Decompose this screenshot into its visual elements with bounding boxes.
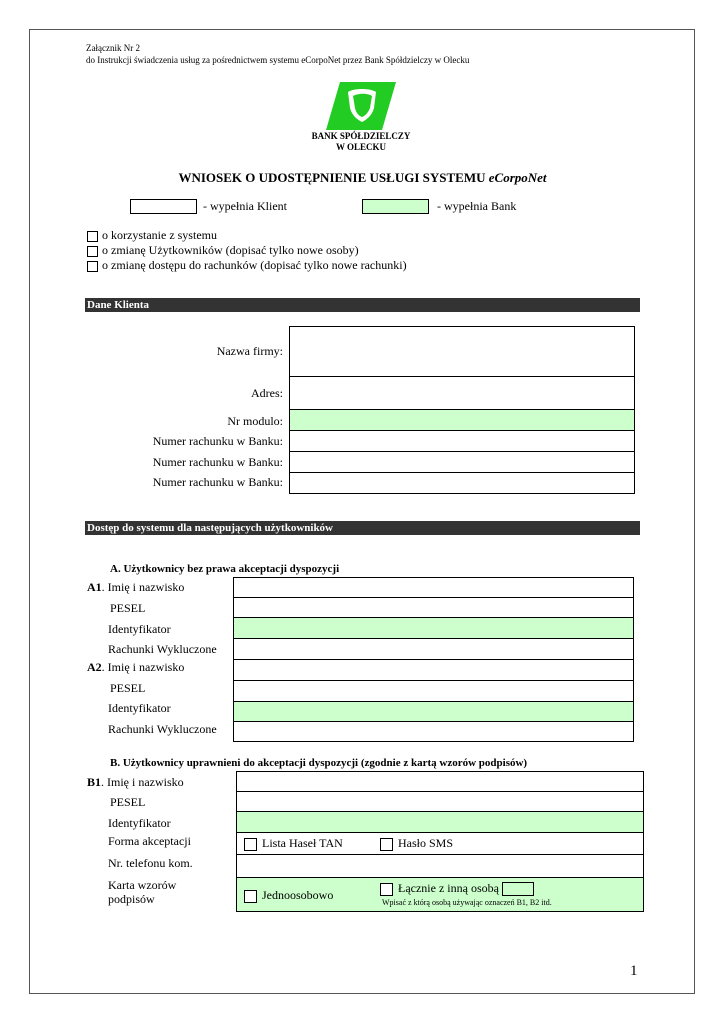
- option-single[interactable]: [244, 888, 333, 903]
- option-change-accounts[interactable]: [87, 258, 407, 273]
- account-number-field-3[interactable]: [289, 472, 635, 494]
- account-number-label-2: Numer rachunku w Banku:: [152, 455, 283, 469]
- group-a-title: A. Użytkownicy bez prawa akceptacji dyspozycji: [110, 563, 340, 575]
- address-label: Adres:: [251, 386, 283, 400]
- b1-phone-field[interactable]: [236, 854, 644, 878]
- option-tan-list[interactable]: [244, 836, 343, 851]
- address-field[interactable]: [289, 376, 635, 410]
- bank-name-line1: BANK SPÓŁDZIELCZY: [311, 131, 411, 141]
- title-system-name: eCorpoNet: [488, 170, 547, 185]
- a2-pesel-label: PESEL: [110, 681, 146, 695]
- card-label-line1: Karta wzorów: [108, 878, 177, 892]
- option-label: o zmianę dostępu do rachunków (dopisać tylko nowe rachunki): [102, 258, 407, 272]
- checkbox[interactable]: [87, 246, 98, 257]
- title-text: WNIOSEK O UDOSTĘPNIENIE USŁUGI SYSTEMU: [178, 170, 489, 185]
- checkbox[interactable]: [380, 838, 393, 851]
- legend-bank-box: [362, 199, 429, 214]
- module-number-label: Nr modulo:: [227, 414, 283, 428]
- a2-pesel-field[interactable]: [233, 680, 634, 702]
- page-number: 1: [630, 963, 638, 979]
- module-number-field[interactable]: [289, 409, 635, 431]
- a1-name-label: [87, 580, 184, 595]
- a2-excluded-accounts-field[interactable]: [233, 721, 634, 742]
- option-sms[interactable]: [380, 836, 453, 851]
- group-b-title: B. Użytkownicy uprawnieni do akceptacji dyspozycji (zgodnie z kartą wzorów podpisów): [110, 757, 528, 769]
- b1-pesel-label: PESEL: [110, 795, 146, 809]
- a1-tag: A1: [87, 580, 102, 594]
- joint-label: Łącznie z inną osobą: [398, 881, 499, 895]
- option-use-system[interactable]: [87, 228, 407, 243]
- name-label-text: . Imię i nazwisko: [101, 580, 185, 594]
- bank-name: [290, 131, 432, 153]
- b1-identifier-field[interactable]: [236, 811, 644, 833]
- option-label: o zmianę Użytkowników (dopisać tylko nowe osoby): [102, 243, 359, 257]
- option-change-users[interactable]: [87, 243, 407, 258]
- a2-identifier-field[interactable]: [233, 701, 634, 722]
- attachment-header: [86, 42, 469, 66]
- account-number-label-1: Numer rachunku w Banku:: [152, 434, 283, 448]
- a1-excluded-accounts-label: Rachunki Wykluczone: [108, 642, 217, 656]
- legend-client-label: - wypełnia Klient: [203, 199, 287, 213]
- checkbox[interactable]: [244, 890, 257, 903]
- a1-identifier-field[interactable]: [233, 617, 634, 639]
- single-label: Jednoosobowo: [262, 888, 334, 902]
- attachment-number: Załącznik Nr 2: [86, 43, 140, 53]
- option-label: o korzystanie z systemu: [102, 228, 217, 242]
- option-joint[interactable]: [380, 881, 534, 896]
- bank-logo: [326, 82, 396, 130]
- checkbox[interactable]: [380, 883, 393, 896]
- account-number-label-3: Numer rachunku w Banku:: [152, 475, 283, 489]
- a1-pesel-field[interactable]: [233, 597, 634, 618]
- a2-name-label: [87, 660, 184, 675]
- a1-name-field[interactable]: [233, 577, 634, 598]
- b1-identifier-label: Identyfikator: [108, 816, 171, 830]
- checkbox[interactable]: [244, 838, 257, 851]
- b1-signature-card-label: [108, 878, 176, 906]
- b1-pesel-field[interactable]: [236, 791, 644, 812]
- a2-identifier-label: Identyfikator: [108, 701, 171, 715]
- sms-label: Hasło SMS: [398, 836, 454, 850]
- account-number-field-2[interactable]: [289, 451, 635, 473]
- joint-person-input[interactable]: [502, 882, 534, 896]
- b1-accept-form-label: Forma akceptacji: [108, 834, 191, 848]
- legend-client-box: [130, 199, 197, 214]
- page-title: [0, 170, 725, 186]
- company-name-field[interactable]: [289, 326, 635, 377]
- a1-pesel-label: PESEL: [110, 601, 146, 615]
- card-label-line2: podpisów: [108, 892, 155, 906]
- tan-label: Lista Haseł TAN: [262, 836, 343, 850]
- b1-tag: B1: [87, 775, 102, 789]
- legend-bank-label: - wypełnia Bank: [437, 199, 517, 213]
- joint-note: Wpisać z którą osobą używając oznaczeń B1, B2 itd.: [382, 898, 552, 907]
- name-label-text: . Imię i nazwisko: [101, 660, 185, 674]
- a2-excluded-accounts-label: Rachunki Wykluczone: [108, 722, 217, 736]
- a1-excluded-accounts-field[interactable]: [233, 638, 634, 660]
- b1-signature-card-field: [236, 877, 644, 912]
- a2-tag: A2: [87, 660, 102, 674]
- checkbox[interactable]: [87, 231, 98, 242]
- company-name-label: Nazwa firmy:: [216, 344, 283, 358]
- checkbox[interactable]: [87, 261, 98, 272]
- request-type-options: [87, 228, 407, 273]
- b1-name-field[interactable]: [236, 771, 644, 792]
- name-label-text: . Imię i nazwisko: [101, 775, 184, 789]
- b1-accept-form-field: [236, 832, 644, 855]
- access-section-heading: Dostęp do systemu dla następujących użytkowników: [85, 521, 640, 535]
- client-section-heading: Dane Klienta: [85, 298, 640, 312]
- account-number-field-1[interactable]: [289, 430, 635, 452]
- bank-name-line2: W OLECKU: [335, 142, 387, 152]
- b1-name-label: [87, 775, 184, 790]
- b1-phone-label: Nr. telefonu kom.: [108, 856, 193, 870]
- a2-name-field[interactable]: [233, 659, 634, 681]
- a1-identifier-label: Identyfikator: [108, 622, 171, 636]
- attachment-description: do Instrukcji świadczenia usług za pośrednictwem systemu eCorpoNet przez Bank Spółdzielczy w Olecku: [86, 55, 470, 65]
